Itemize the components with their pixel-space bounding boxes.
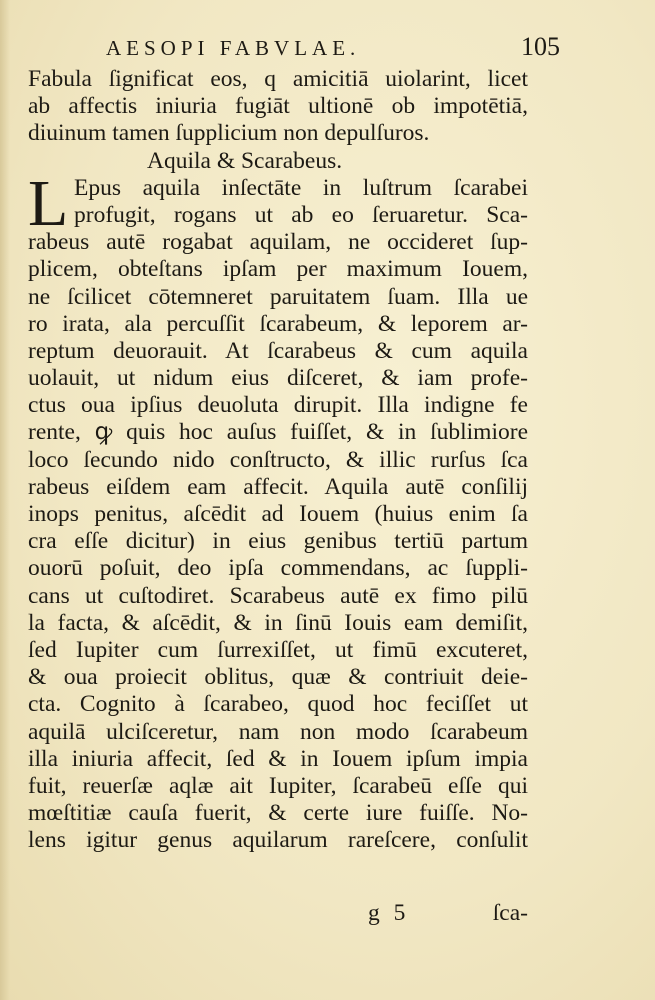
signature-mark: g 5 (368, 900, 410, 926)
text-line: inops penitus, aſcēdit ad Iouem (huius enim ſa (28, 501, 528, 527)
page-footer (28, 898, 528, 928)
text-line: ſed Iupiter cum ſurrexiſſet, ut fimū excuteret, (28, 636, 528, 663)
text-line: Epus aquila inſectāte in luſtrum ſcarabei (74, 174, 528, 201)
text-line: ne ſcilicet cōtemneret paruitatem ſuam. Illa ue (28, 283, 528, 310)
text-line: illa iniuria affecit, ſed & in Iouem ipſum impia (28, 745, 528, 772)
text-line: diuinum tamen ſupplicium non depulſuros. (28, 120, 430, 147)
running-head (100, 32, 560, 62)
text-line: ab affectis iniuria fugiāt ultionē ob impotētiā, (28, 93, 528, 120)
page-number: 105 (521, 32, 560, 61)
text-line: & oua proiecit oblitus, quæ & contriuit deie- (28, 664, 528, 691)
text-line: lens igitur genus aquilarum rareſcere, conſulit (28, 827, 528, 854)
text-line: aquilā ulciſceretur, nam non modo ſcarabeum (28, 718, 528, 745)
text-line: cans ut cuſtodiret. Scarabeus autē ex fimo pilū (28, 582, 528, 609)
text-line: Fabula ſignificat eos, q amicitiā uiolarint, licet (28, 66, 528, 92)
running-title: AESOPI FABVLAE. (106, 36, 361, 60)
text-line: rabeus autē rogabat aquilam, ne occideret ſup- (28, 229, 528, 256)
text-line: rente, ꝙ quis hoc auſus fuiſſet, & in ſublimiore (28, 419, 528, 446)
text-line: fuit, reuerſæ aqlæ ait Iupiter, ſcarabeū eſſe qui (28, 772, 528, 799)
text-line: loco ſecundo nido conſtructo, & illic rurſus ſca (28, 446, 528, 473)
text-line: rabeus eiſdem eam affecit. Aquila autē conſilij (28, 473, 528, 500)
text-line: reptum deuorauit. At ſcarabeus & cum aquila (28, 337, 528, 364)
text-line: plicem, obteſtans ipſam per maximum Iouem, (28, 256, 528, 283)
catchword: ſca- (492, 900, 528, 926)
text-line: la facta, & aſcēdit, & in ſinū Iouis eam demiſit, (28, 609, 528, 636)
text-line: ro irata, ala percuſſit ſcarabeum, & leporem ar- (28, 310, 528, 337)
text-line: mœſtitiæ cauſa fuerit, & certe iure fuiſſe. No- (28, 800, 528, 827)
drop-cap: L (28, 166, 69, 240)
gutter-shadow (0, 0, 10, 1000)
text-line: uolauit, ut nidum eius diſceret, & iam profe- (28, 365, 528, 392)
text-line: ouorū poſuit, deo ipſa commendans, ac ſuppli- (28, 555, 528, 582)
text-block (28, 66, 528, 854)
text-line: cta. Cognito à ſcarabeo, quod hoc feciſſet ut (28, 691, 528, 718)
text-line: ctus oua ipſius deuoluta dirupit. Illa indigne fe (28, 392, 528, 419)
drop-cap-paragraph (28, 166, 528, 240)
text-line: profugit, rogans ut ab eo ſeruaretur. Sca- (74, 201, 528, 228)
fable-title: Aquila & Scarabeus. (147, 147, 343, 174)
text-line: cra eſſe dicitur) in eius genibus tertiū partum (28, 528, 528, 555)
